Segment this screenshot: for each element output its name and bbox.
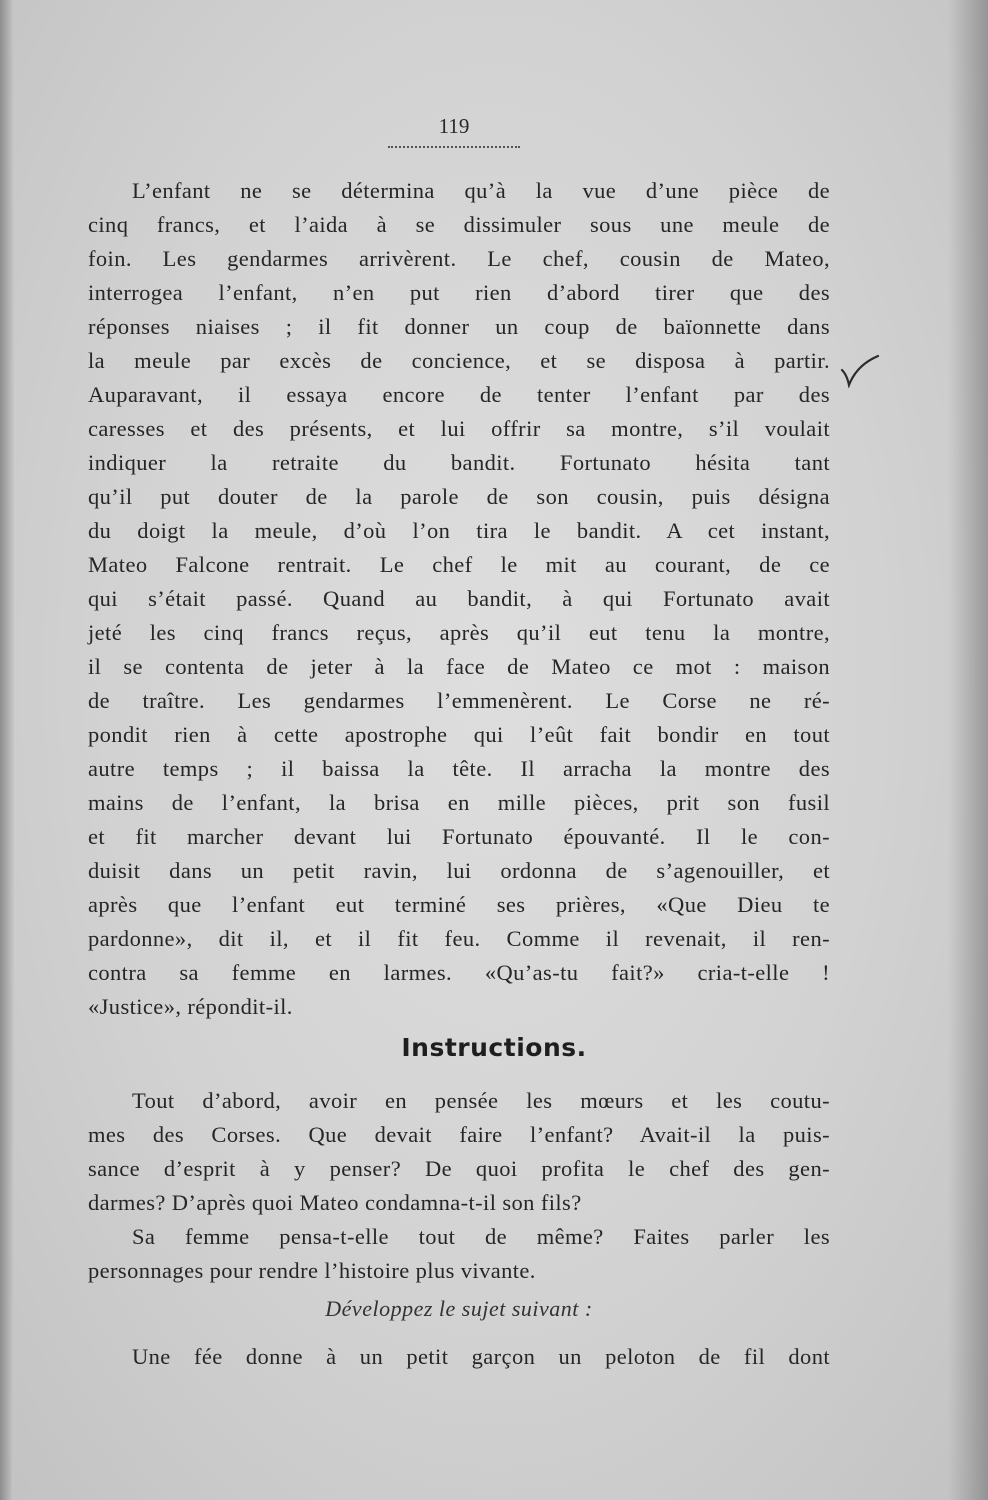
text-line: réponses niaises ; il fit donner un coup de baïonnette dans xyxy=(88,314,830,339)
subject-heading: Développez le sujet suivant : xyxy=(325,1296,593,1321)
final-line: Une fée donne à un petit garçon un peloton de fil dont xyxy=(132,1344,830,1369)
instruction-line: personnages pour rendre l’histoire plus vivante. xyxy=(88,1258,536,1283)
text-line: Mateo Falcone rentrait. Le chef le mit au courant, de ce xyxy=(88,552,830,577)
text-line: la meule par excès de concience, et se disposa à partir. xyxy=(88,348,830,373)
section-heading: Instructions. xyxy=(401,1033,587,1062)
instruction-line: darmes? D’après quoi Mateo condamna-t-il son fils? xyxy=(88,1190,582,1215)
instruction-line: Sa femme pensa-t-elle tout de même? Faites parler les xyxy=(132,1224,830,1249)
instruction-line: mes des Corses. Que devait faire l’enfant? Avait-il la puis- xyxy=(88,1122,830,1147)
text-line: caresses et des présents, et lui offrir sa montre, s’il voulait xyxy=(88,416,830,441)
instruction-line: sance d’esprit à y penser? De quoi profita le chef des gen- xyxy=(88,1156,830,1181)
text-line: du doigt la meule, d’où l’on tira le bandit. A cet instant, xyxy=(88,518,830,543)
binding-shadow xyxy=(0,0,14,1500)
text-line: «Justice», répondit-il. xyxy=(88,994,293,1019)
text-line: contra sa femme en larmes. «Qu’as-tu fait?» cria-t-elle ! xyxy=(88,960,830,985)
text-line: foin. Les gendarmes arrivèrent. Le chef, cousin de Mateo, xyxy=(88,246,830,271)
text-line: indiquer la retraite du bandit. Fortunato hésita tant xyxy=(88,450,830,475)
text-line: pondit rien à cette apostrophe qui l’eût fait bondir en tout xyxy=(88,722,830,747)
text-line: mains de l’enfant, la brisa en mille pièces, prit son fusil xyxy=(88,790,830,815)
text-line: Auparavant, il essaya encore de tenter l’enfant par des xyxy=(88,382,830,407)
text-line: qui s’était passé. Quand au bandit, à qui Fortunato avait xyxy=(88,586,830,611)
page-edge-shadow xyxy=(948,0,988,1500)
text-line: jeté les cinq francs reçus, après qu’il eut tenu la montre, xyxy=(88,620,830,645)
page-number-rule xyxy=(388,146,520,148)
text-line: il se contenta de jeter à la face de Mateo ce mot : maison xyxy=(88,654,830,679)
instruction-line: Tout d’abord, avoir en pensée les mœurs et les coutu- xyxy=(132,1088,830,1113)
text-line: autre temps ; il baissa la tête. Il arracha la montre des xyxy=(88,756,830,781)
text-line: L’enfant ne se détermina qu’à la vue d’une pièce de xyxy=(132,178,830,203)
page-number: 119 xyxy=(438,114,470,138)
text-line: cinq francs, et l’aida à se dissimuler sous une meule de xyxy=(88,212,830,237)
text-line: duisit dans un petit ravin, lui ordonna de s’agenouiller, et xyxy=(88,858,830,883)
text-line: pardonne», dit il, et il fit feu. Comme il revenait, il ren- xyxy=(88,926,830,951)
text-line: et fit marcher devant lui Fortunato épouvanté. Il le con- xyxy=(88,824,830,849)
handwritten-checkmark-icon xyxy=(840,352,880,388)
text-line: qu’il put douter de la parole de son cousin, puis désigna xyxy=(88,484,830,509)
text-line: de traître. Les gendarmes l’emmenèrent. Le Corse ne ré- xyxy=(88,688,830,713)
text-line: interrogea l’enfant, n’en put rien d’abord tirer que des xyxy=(88,280,830,305)
text-line: après que l’enfant eut terminé ses prières, «Que Dieu te xyxy=(88,892,830,917)
